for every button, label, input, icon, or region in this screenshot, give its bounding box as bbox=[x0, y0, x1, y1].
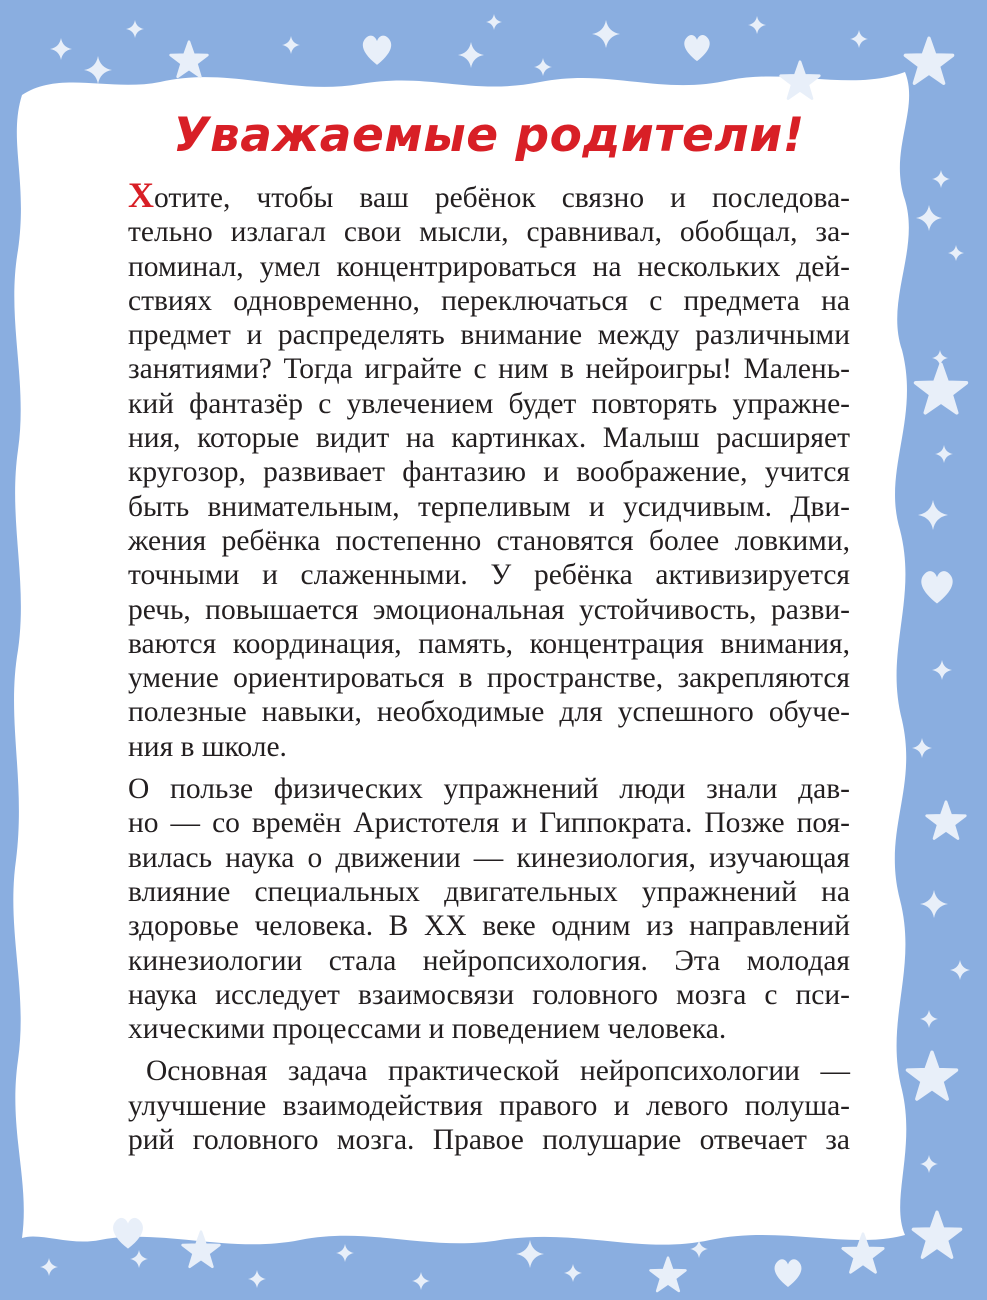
text-line: умение ориентироваться в пространстве, закрепляются bbox=[128, 662, 850, 695]
text-line: быть внимательным, терпеливым и усидчивым. Дви- bbox=[128, 490, 850, 523]
text-line: поминал, умел концентрироваться на нескольких дей- bbox=[128, 250, 850, 283]
page-title: Уважаемые родители! bbox=[173, 108, 805, 163]
text-line: О пользе физических упражнений люди знали дав- bbox=[128, 773, 850, 806]
text-line: улучшение взаимодействия правого и левого полуша- bbox=[128, 1089, 850, 1122]
text-line: полезные навыки, необходимые для успешного обуче- bbox=[128, 696, 850, 729]
paragraph-1 bbox=[128, 175, 850, 764]
text-line: кинезиологии стала нейропсихология. Эта молодая bbox=[128, 944, 850, 977]
text-line: Основная задача практической нейропсихологии — bbox=[146, 1055, 850, 1088]
page-content bbox=[128, 108, 850, 1165]
text-line: но — со времён Аристотеля и Гиппократа. Позже поя- bbox=[128, 807, 850, 840]
text-line: ния в школе. bbox=[128, 730, 287, 763]
paragraph-3 bbox=[128, 1054, 850, 1157]
text-line: хическими процессами и поведением человека. bbox=[128, 1013, 727, 1046]
text-line: наука исследует взаимосвязи головного мозга с пси- bbox=[128, 978, 850, 1011]
text-line: тельно излагал свои мысли, сравнивал, обобщал, за- bbox=[128, 216, 850, 249]
text-line: ния, которые видит на картинках. Малыш расширяет bbox=[128, 422, 850, 455]
text-line: ваются координация, память, концентрация внимания, bbox=[128, 627, 850, 660]
text-line: предмет и распределять внимание между различными bbox=[128, 319, 850, 352]
paragraph-2 bbox=[128, 772, 850, 1046]
text-line: кругозор, развивает фантазию и воображение, учится bbox=[128, 456, 850, 489]
text-line: кий фантазёр с увлечением будет повторять упражне- bbox=[128, 387, 850, 420]
text-line: занятиями? Тогда играйте с ним в нейроигры! Малень- bbox=[128, 353, 850, 386]
text-line: рий головного мозга. Правое полушарие отвечает за bbox=[128, 1124, 850, 1157]
text-line: точными и слаженными. У ребёнка активизируется bbox=[128, 559, 850, 592]
text-line: влияние специальных двигательных упражнений на bbox=[128, 875, 850, 908]
drop-cap: Х bbox=[128, 175, 154, 215]
text-line: вилась наука о движении — кинезиология, изучающая bbox=[128, 841, 850, 874]
text-line: речь, повышается эмоциональная устойчивость, разви- bbox=[128, 593, 850, 626]
text-line: здоровье человека. В XX веке одним из направлений bbox=[128, 910, 850, 943]
text-line: жения ребёнка постепенно становятся более ловкими, bbox=[128, 524, 850, 557]
text-line: ствиях одновременно, переключаться с предмета на bbox=[128, 284, 850, 317]
text-line: Хотите, чтобы ваш ребёнок связно и последова- bbox=[128, 175, 850, 215]
